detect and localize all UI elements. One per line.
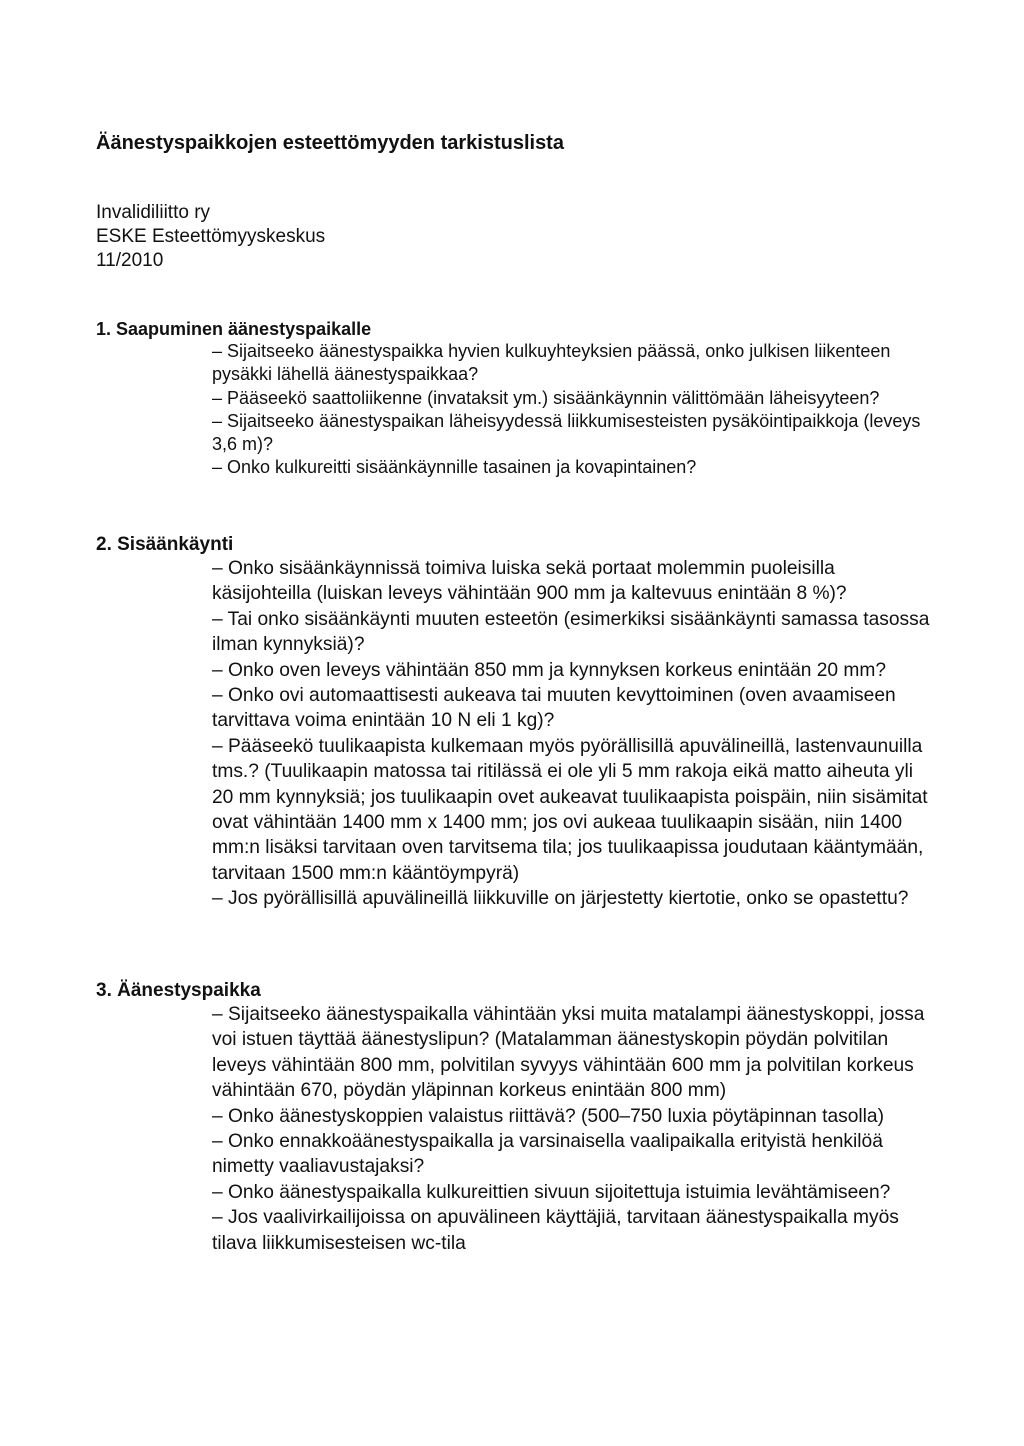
section-heading: 3. Äänestyspaikka bbox=[96, 980, 261, 1001]
document-meta bbox=[96, 201, 325, 273]
section-arrival bbox=[96, 318, 946, 480]
checklist-item: – Onko ovi automaattisesti aukeava tai muuten kevyttoiminen (oven avaamiseen tarvittava voima enintään 10 N eli 1 kg)? bbox=[212, 685, 896, 732]
section-heading: 1. Saapuminen äänestyspaikalle bbox=[96, 319, 372, 339]
document-title: Äänestyspaikkojen esteettömyyden tarkistuslista bbox=[96, 132, 564, 154]
checklist-item: – Sijaitseeko äänestyspaikalla vähintään yksi muita matalampi äänestyskoppi, jossa voi istuen täyttää äänestyslipun? (Matalamman äänestyskopin pöydän polvitilan leveys vähintään 800 mm, polvitilan syvyys vähintään 600 mm ja polvitilan korkeus vähintään 670, pöydän yläpinnan korkeus enintään 800 mm) bbox=[212, 1004, 925, 1102]
section-entrance bbox=[96, 534, 946, 912]
checklist-item: – Jos vaalivirkailijoissa on apuvälineen käyttäjiä, tarvitaan äänestyspaikalla myös tilava liikkumisesteisen wc-tila bbox=[212, 1207, 899, 1254]
checklist-item: – Tai onko sisäänkäynti muuten esteetön (esimerkiksi sisäänkäynti samassa tasossa ilman kynnyksiä)? bbox=[212, 608, 930, 656]
checklist-item: – Pääseekö tuulikaapista kulkemaan myös pyörällisillä apuvälineillä, lastenvaunuilla tms.? (Tuulikaapin matossa tai ritilässä ei ole yli 5 mm rakoja eikä matto aiheuta yli 20 mm kynnyksiä; jos tuulikaapin ovet aukeavat tuulikaapista poispäin, niin sisämitat ovat vähintään 1400 mm x 1400 mm; jos ovi aukeaa tuulikaapin sisään, niin 1400 mm:n lisäksi tarvitaan oven tarvitsema tila; jos tuulikaapissa joudutaan kääntymään, tarvitaan 1500 mm:n kääntöympyrä) bbox=[212, 735, 928, 884]
checklist bbox=[212, 556, 932, 912]
unit-name: ESKE Esteettömyyskeskus bbox=[96, 226, 326, 247]
checklist bbox=[212, 340, 932, 480]
checklist-item: – Onko äänestyspaikalla kulkureittien sivuun sijoitettuja istuimia levähtämiseen? bbox=[212, 1181, 891, 1203]
checklist-item: – Onko oven leveys vähintään 850 mm ja kynnyksen korkeus enintään 20 mm? bbox=[212, 659, 887, 681]
checklist bbox=[212, 1002, 932, 1256]
section-heading: 2. Sisäänkäynti bbox=[96, 534, 234, 555]
checklist-item: – Sijaitseeko äänestyspaikan läheisyydessä liikkumisesteisten pysäköintipaikkoja (leveys 3,6 m)? bbox=[212, 410, 921, 455]
organization-name: Invalidiliitto ry bbox=[96, 202, 211, 223]
checklist-item: – Onko kulkureitti sisäänkäynnille tasainen ja kovapintainen? bbox=[212, 457, 697, 478]
checklist-item: – Sijaitseeko äänestyspaikka hyvien kulkuyhteyksien päässä, onko julkisen liikenteen pysäkki lähellä äänestyspaikkaa? bbox=[212, 341, 891, 385]
checklist-item: – Onko ennakkoäänestyspaikalla ja varsinaisella vaalipaikalla erityistä henkilöä nimetty vaaliavustajaksi? bbox=[212, 1131, 883, 1178]
checklist-item: – Jos pyörällisillä apuvälineillä liikkuville on järjestetty kiertotie, onko se opastettu? bbox=[212, 888, 909, 910]
checklist-item: – Pääseekö saattoliikenne (invataksit ym.) sisäänkäynnin välittömään läheisyyteen? bbox=[212, 387, 880, 408]
checklist-item: – Onko äänestyskoppien valaistus riittävä? (500–750 luxia pöytäpinnan tasolla) bbox=[212, 1105, 884, 1127]
section-polling-station bbox=[96, 980, 946, 1256]
document-date: 11/2010 bbox=[96, 250, 164, 271]
checklist-item: – Onko sisäänkäynnissä toimiva luiska sekä portaat molemmin puoleisilla käsijohteilla (luiskan leveys vähintään 900 mm ja kaltevuus enintään 8 %)? bbox=[212, 558, 847, 605]
